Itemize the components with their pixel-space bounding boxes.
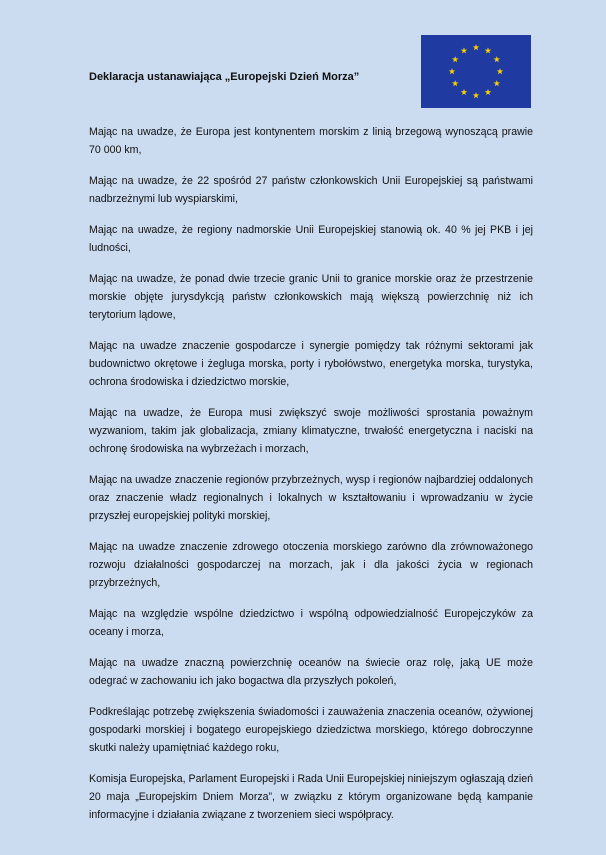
- paragraph: Podkreślając potrzebę zwiększenia świadomości i zauważenia znaczenia oceanów, ożywionej gospodarki morskiej i bogatego europejskiego dziedzictwa morskiego, którego dobroczynne skutki należy upamiętniać każdego roku,: [89, 706, 533, 754]
- paragraph: Mając na uwadze, że Europa jest kontynentem morskim z linią brzegową wynoszącą prawie 70 000 km,: [89, 126, 533, 156]
- document-title: Deklaracja ustanawiająca „Europejski Dzień Morza”: [89, 71, 360, 83]
- document-body: [89, 123, 533, 837]
- paragraph: Mając na uwadze znaczenie gospodarcze i synergie pomiędzy tak różnymi sektorami jak budownictwo okrętowe i żegluga morska, porty i rybołówstwo, energetyka morska, turystyka, ochrona środowiska i dziedzictwo morskie,: [89, 340, 533, 388]
- paragraph: Komisja Europejska, Parlament Europejski i Rada Unii Europejskiej niniejszym ogłaszają dzień 20 maja „Europejskim Dniem Morza”, w związku z którym organizowane będą kampanie informacyjne i działania związane z tworzeniem sieci współpracy.: [89, 773, 533, 821]
- paragraph: Mając na uwadze, że 22 spośród 27 państw członkowskich Unii Europejskiej są państwami nadbrzeżnymi lub wyspiarskimi,: [89, 175, 533, 205]
- paragraph: Mając na względzie wspólne dziedzictwo i wspólną odpowiedzialność Europejczyków za oceany i morza,: [89, 608, 533, 638]
- paragraph: Mając na uwadze, że regiony nadmorskie Unii Europejskiej stanowią ok. 40 % jej PKB i jej ludności,: [89, 224, 533, 254]
- eu-flag-icon: [421, 35, 531, 108]
- paragraph: Mając na uwadze, że Europa musi zwiększyć swoje możliwości sprostania poważnym wyzwaniom, takim jak globalizacja, zmiany klimatyczne, trwałość energetyczna i naciski na ochronę środowiska na wybrzeżach i morzach,: [89, 407, 533, 455]
- paragraph: Mając na uwadze znaczną powierzchnię oceanów na świecie oraz rolę, jaką UE może odegrać w zachowaniu ich jako bogactwa dla przyszłych pokoleń,: [89, 657, 533, 687]
- paragraph: Mając na uwadze znaczenie zdrowego otoczenia morskiego zarówno dla zrównoważonego rozwoju działalności gospodarczej na morzach, jak i dla jakości życia w regionach przybrzeżnych,: [89, 541, 533, 589]
- paragraph: Mając na uwadze, że ponad dwie trzecie granic Unii to granice morskie oraz że przestrzenie morskie objęte jurysdykcją państw członkowskich mają większą powierzchnię niż ich terytorium lądowe,: [89, 273, 533, 321]
- paragraph: Mając na uwadze znaczenie regionów przybrzeżnych, wysp i regionów najbardziej oddalonych oraz znaczenie władz regionalnych i lokalnych w kształtowaniu i wprowadzaniu w życie przyszłej europejskiej polityki morskiej,: [89, 474, 533, 522]
